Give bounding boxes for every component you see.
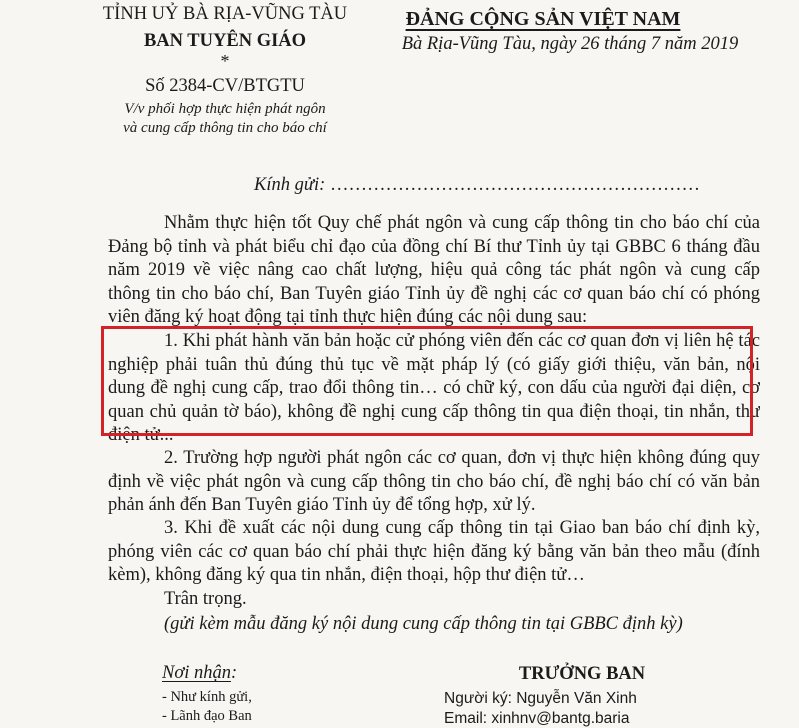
recipient-label: Kính gửi: xyxy=(254,175,326,195)
recipient-item: - Lãnh đạo Ban xyxy=(162,708,252,724)
text-line: kèm), không đăng ký qua tin nhắn, điện thoại, hộp thư điện tử… xyxy=(108,565,585,585)
text-line: 2. Trường hợp người phát ngôn các cơ quan, đơn vị thực hiện không đúng quy xyxy=(164,448,760,468)
text-line: năm 2019 về việc nâng cao chất lượng, hiệu quả công tác phát ngôn và cung cấp xyxy=(108,260,760,280)
text-line: viên đăng ký hoạt động tại tỉnh thực hiện đúng các nội dung sau: xyxy=(108,307,588,327)
text-line: 3. Khi đề xuất các nội dung cung cấp thông tin tại Giao ban báo chí định kỳ, xyxy=(164,518,760,538)
text-line: 1. Khi phát hành văn bản hoặc cử phóng viên đến các cơ quan đơn vị liên hệ tác xyxy=(164,331,760,351)
attachment-note: (gửi kèm mẫu đăng ký nội dung cung cấp thông tin tại GBBC định kỳ) xyxy=(164,614,683,634)
text-line: thông tin cho báo chí, Ban Tuyên giáo Tỉnh ủy đề nghị các cơ quan báo chí có phóng xyxy=(108,283,760,304)
item-3-paragraph xyxy=(108,517,760,588)
intro-paragraph xyxy=(108,212,760,330)
text-line: nghiệp phải tuân thủ đúng thủ tục về mặt pháp lý (có giấy giới thiệu, văn bản, nội xyxy=(108,354,760,375)
document-number: Số 2384-CV/BTGTU xyxy=(145,76,305,96)
subject-line-2: và cung cấp thông tin cho báo chí xyxy=(123,120,327,136)
org-name: TỈNH UỶ BÀ RỊA-VŨNG TÀU xyxy=(102,4,348,24)
text-line: quan chủ quản tờ báo), không đề nghị cung cấp thông tin qua điện thoại, tin nhắn, thư xyxy=(108,401,760,422)
text-line: Nhằm thực hiện tốt Quy chế phát ngôn và cung cấp thông tin cho báo chí của xyxy=(164,213,760,233)
text-line: phóng viên các cơ quan báo chí phải thực hiện đăng ký bằng văn bản theo mẫu (đính xyxy=(108,541,760,562)
text-line: dung đề nghị cung cấp, trao đổi thông tin… có chữ ký, con dấu của người đại diện, cơ xyxy=(108,378,760,398)
subject-line-1: V/v phối hợp thực hiện phát ngôn xyxy=(124,101,326,117)
recipient-item: - Như kính gửi, xyxy=(162,689,252,705)
place-date: Bà Rịa-Vũng Tàu, ngày 26 tháng 7 năm 2019 xyxy=(401,34,739,54)
recipients-colon: : xyxy=(230,663,238,683)
closing-text: Trân trọng. xyxy=(164,589,247,609)
recipients-label: Nơi nhận xyxy=(162,663,231,683)
signer-email: Email: xinhnv@bantg.baria xyxy=(444,710,630,727)
text-line: điện tử... xyxy=(108,425,174,445)
recipients-heading xyxy=(162,663,237,684)
recipient-dots: …………………………………………………… xyxy=(330,175,700,195)
item-2-paragraph xyxy=(108,447,760,518)
red-highlight-box xyxy=(101,326,753,436)
text-line: Đảng bộ tỉnh và phát biểu chỉ đạo của đồng chí Bí thư Tỉnh ủy tại GBBC 6 tháng đầu xyxy=(108,236,760,257)
signer-name: Người ký: Nguyễn Văn Xinh xyxy=(444,690,637,707)
header-star: * xyxy=(220,51,230,71)
party-name-text: ĐẢNG CỘNG SẢN VIỆT NAM xyxy=(405,8,681,30)
text-line: phản ánh đến Ban Tuyên giáo Tỉnh ủy để tổng hợp, xử lý. xyxy=(108,495,536,515)
signer-title: TRƯỞNG BAN xyxy=(518,664,646,684)
text-line: định về việc phát ngôn và cung cấp thông tin cho báo chí, đề nghị báo chí có văn bản xyxy=(108,471,760,492)
party-name xyxy=(406,8,681,31)
department-name: BAN TUYÊN GIÁO xyxy=(143,31,307,51)
